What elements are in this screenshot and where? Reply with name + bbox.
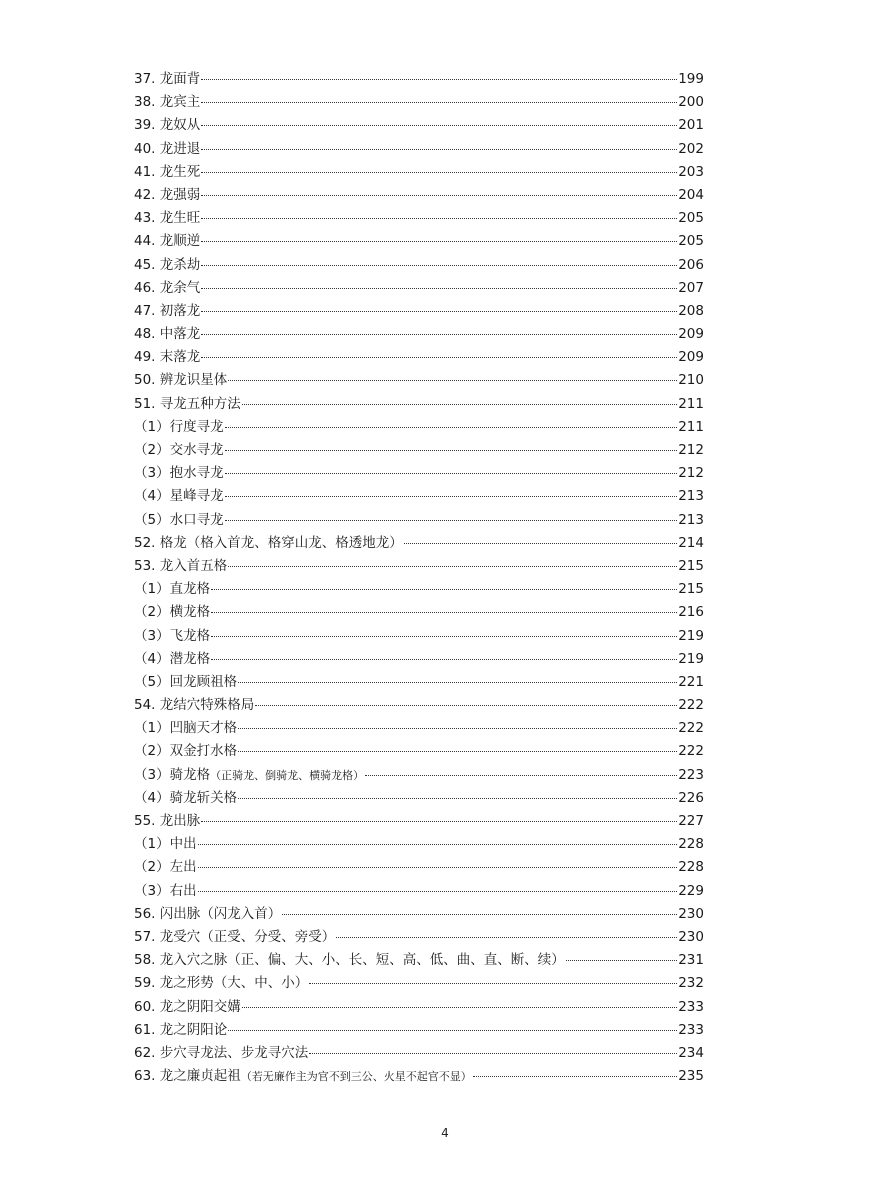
toc-entry-title-text: 51. 寻龙五种方法 — [134, 395, 241, 412]
toc-entry-title — [134, 485, 224, 508]
toc-entry-title-text: 46. 龙余气 — [134, 279, 201, 296]
toc-entry-title — [134, 972, 308, 995]
dot-leader — [201, 288, 677, 289]
toc-entry[interactable] — [134, 323, 704, 346]
toc-entry-title-text: 52. 格龙（格入首龙、格穿山龙、格透地龙） — [134, 534, 403, 551]
toc-entry-title — [134, 254, 200, 277]
toc-entry-page: 235 — [678, 1068, 704, 1085]
toc-entry-title — [134, 578, 210, 601]
toc-entry-title — [134, 114, 200, 137]
dot-leader — [225, 496, 678, 497]
toc-entry-page: 204 — [678, 186, 704, 203]
toc-entry-page: 228 — [678, 859, 704, 876]
toc-entry-title-text: 56. 闪出脉（闪龙入首） — [134, 905, 282, 922]
toc-entry[interactable] — [134, 1065, 704, 1088]
toc-entry-title — [134, 764, 364, 787]
toc-entry-title-text: （1）直龙格 — [134, 581, 211, 598]
dot-leader — [309, 1053, 677, 1054]
toc-entry[interactable] — [134, 369, 704, 392]
toc-entry-title-text: 59. 龙之形势（大、中、小） — [134, 975, 309, 992]
dot-leader — [238, 751, 677, 752]
page-number: 4 — [441, 1126, 449, 1140]
dot-leader — [225, 473, 678, 474]
dot-leader — [201, 334, 677, 335]
toc-entry-title-text: （2）交水寻龙 — [134, 442, 224, 458]
toc-entry-title-text: 53. 龙入首五格 — [134, 557, 228, 574]
toc-entry-title-text: （4）骑龙斩关格 — [134, 789, 238, 806]
toc-entry-title-text: 61. 龙之阴阳论 — [134, 1021, 228, 1038]
toc-entry-page: 200 — [678, 94, 704, 111]
toc-entry[interactable] — [134, 184, 704, 207]
toc-entry-page: 219 — [678, 627, 704, 644]
toc-entry-title — [134, 393, 241, 416]
toc-entry[interactable] — [134, 996, 704, 1019]
table-of-contents — [134, 68, 704, 1088]
toc-entry-title — [134, 300, 200, 323]
toc-entry-page: 221 — [678, 673, 704, 690]
toc-entry-title — [134, 856, 197, 879]
toc-entry-page: 209 — [678, 326, 704, 343]
toc-entry-title-text: （2）横龙格 — [134, 604, 211, 621]
dot-leader — [566, 960, 677, 961]
toc-entry-title — [134, 810, 200, 833]
toc-entry-title-text: 55. 龙出脉 — [134, 813, 201, 829]
toc-entry[interactable] — [134, 300, 704, 323]
dot-leader — [228, 566, 677, 567]
dot-leader — [238, 728, 677, 729]
toc-entry-page: 214 — [678, 534, 704, 551]
toc-entry-title-text: 37. 龙面背 — [134, 71, 201, 87]
toc-entry[interactable] — [134, 810, 704, 833]
toc-entry[interactable] — [134, 949, 704, 972]
toc-entry[interactable] — [134, 856, 704, 879]
dot-leader — [242, 404, 677, 405]
toc-entry-subtitle: （若无廉作主为官不到三公、火星不起官不显） — [240, 1070, 472, 1084]
toc-entry[interactable] — [134, 880, 704, 903]
dot-leader — [201, 821, 677, 822]
toc-entry[interactable] — [134, 114, 704, 137]
dot-leader — [198, 867, 678, 868]
toc-entry-page: 211 — [678, 395, 704, 412]
toc-entry-title-text: （1）行度寻龙 — [134, 418, 224, 435]
toc-entry-title — [134, 230, 200, 253]
toc-entry-title-text: 49. 末落龙 — [134, 349, 201, 366]
toc-entry-page: 234 — [678, 1044, 704, 1061]
dot-leader — [225, 427, 678, 428]
toc-entry-title-text: 39. 龙奴从 — [134, 117, 201, 134]
dot-leader — [201, 357, 677, 358]
toc-entry-page: 229 — [678, 882, 704, 899]
toc-entry[interactable] — [134, 671, 704, 694]
toc-entry-page: 207 — [678, 279, 704, 296]
toc-entry-title-text: （3）右出 — [134, 882, 197, 899]
toc-entry-title — [134, 926, 335, 949]
toc-entry-title-text: （3）抱水寻龙 — [134, 465, 224, 482]
toc-entry-page: 212 — [678, 442, 704, 458]
toc-entry-title-text: 63. 龙之廉贞起祖 — [134, 1068, 241, 1085]
toc-entry-title-text: 58. 龙入穴之脉（正、偏、大、小、长、短、高、低、曲、直、断、续） — [134, 952, 565, 969]
toc-entry-title-text: （1）中出 — [134, 836, 197, 853]
dot-leader — [211, 659, 677, 660]
toc-entry-title — [134, 1042, 308, 1065]
toc-entry-title-text: （5）水口寻龙 — [134, 511, 224, 528]
toc-entry[interactable] — [134, 138, 704, 161]
toc-entry[interactable] — [134, 833, 704, 856]
toc-entry-title — [134, 903, 281, 926]
toc-entry-page: 231 — [678, 952, 704, 969]
toc-entry-title — [134, 532, 403, 555]
dot-leader — [201, 241, 677, 242]
toc-entry-title-text: （2）双金打水格 — [134, 743, 238, 760]
toc-entry-page: 230 — [678, 928, 704, 945]
toc-entry-title — [134, 648, 210, 671]
toc-entry[interactable] — [134, 509, 704, 532]
toc-entry-title — [134, 416, 224, 439]
dot-leader — [211, 589, 677, 590]
toc-entry-page: 199 — [678, 71, 704, 87]
toc-entry-title — [134, 91, 200, 114]
dot-leader — [198, 844, 678, 845]
toc-entry-page: 202 — [678, 140, 704, 157]
dot-leader — [255, 705, 677, 706]
toc-entry[interactable] — [134, 1042, 704, 1065]
toc-entry-title — [134, 68, 200, 91]
toc-entry-page: 230 — [678, 905, 704, 922]
dot-leader — [201, 265, 677, 266]
toc-entry-title — [134, 1019, 227, 1042]
toc-entry-title-text: （2）左出 — [134, 859, 197, 876]
toc-entry-page: 215 — [678, 557, 704, 574]
toc-entry-page: 205 — [678, 233, 704, 250]
toc-entry[interactable] — [134, 277, 704, 300]
toc-entry-page: 201 — [678, 117, 704, 134]
dot-leader — [198, 891, 678, 892]
toc-entry-title — [134, 207, 200, 230]
toc-entry[interactable] — [134, 207, 704, 230]
toc-entry[interactable] — [134, 254, 704, 277]
toc-entry-page: 203 — [678, 163, 704, 180]
toc-entry-title-text: （3）飞龙格 — [134, 627, 211, 644]
dot-leader — [404, 543, 677, 544]
toc-entry-subtitle: （正骑龙、倒骑龙、横骑龙格） — [210, 768, 365, 782]
toc-entry-page: 219 — [678, 650, 704, 667]
dot-leader — [238, 682, 677, 683]
toc-entry-page: 213 — [678, 511, 704, 528]
toc-entry[interactable] — [134, 601, 704, 624]
toc-entry-page: 232 — [678, 975, 704, 992]
toc-entry-title — [134, 996, 241, 1019]
toc-entry-title-text: 42. 龙强弱 — [134, 186, 201, 203]
toc-entry-title — [134, 880, 197, 903]
toc-entry-page: 215 — [678, 581, 704, 598]
dot-leader — [238, 798, 677, 799]
toc-entry[interactable] — [134, 439, 704, 462]
dot-leader — [201, 218, 677, 219]
toc-entry-title-text: 43. 龙生旺 — [134, 210, 201, 227]
toc-entry[interactable] — [134, 903, 704, 926]
toc-entry-title — [134, 369, 227, 392]
toc-entry-page: 208 — [678, 302, 704, 319]
toc-entry-page: 209 — [678, 349, 704, 366]
toc-entry-title — [134, 949, 565, 972]
toc-entry-title-text: 44. 龙顺逆 — [134, 233, 201, 250]
toc-entry-title-text: 47. 初落龙 — [134, 302, 201, 319]
toc-entry[interactable] — [134, 787, 704, 810]
toc-entry-title — [134, 833, 197, 856]
toc-entry-title — [134, 601, 210, 624]
toc-entry-title — [134, 439, 224, 462]
toc-entry-title — [134, 277, 200, 300]
dot-leader — [201, 102, 677, 103]
toc-entry[interactable] — [134, 740, 704, 763]
toc-list — [134, 68, 704, 1088]
dot-leader — [201, 149, 677, 150]
toc-entry-title-text: 50. 辨龙识星体 — [134, 372, 228, 389]
dot-leader — [225, 520, 678, 521]
toc-entry[interactable] — [134, 230, 704, 253]
toc-entry-title-text: （4）星峰寻龙 — [134, 488, 224, 505]
toc-entry-page: 205 — [678, 210, 704, 227]
toc-entry[interactable] — [134, 393, 704, 416]
toc-entry-title-text: （4）潜龙格 — [134, 650, 211, 667]
toc-entry-title — [134, 184, 200, 207]
dot-leader — [242, 1007, 677, 1008]
toc-entry-page: 223 — [678, 766, 704, 783]
toc-entry[interactable] — [134, 485, 704, 508]
toc-entry-page: 212 — [678, 465, 704, 482]
toc-entry-title — [134, 462, 224, 485]
toc-entry-title-text: 41. 龙生死 — [134, 163, 201, 180]
dot-leader — [201, 79, 677, 80]
toc-entry-page: 216 — [678, 604, 704, 621]
toc-entry-title — [134, 787, 237, 810]
toc-entry[interactable] — [134, 717, 704, 740]
dot-leader — [336, 937, 677, 938]
dot-leader — [473, 1076, 677, 1077]
toc-entry[interactable] — [134, 555, 704, 578]
dot-leader — [225, 450, 678, 451]
dot-leader — [309, 983, 677, 984]
toc-entry[interactable] — [134, 648, 704, 671]
toc-entry-page: 233 — [678, 998, 704, 1015]
toc-entry[interactable] — [134, 462, 704, 485]
toc-entry[interactable] — [134, 625, 704, 648]
toc-entry-title-text: （5）回龙顾祖格 — [134, 673, 238, 690]
dot-leader — [228, 380, 677, 381]
toc-entry[interactable] — [134, 764, 704, 787]
toc-entry[interactable] — [134, 532, 704, 555]
toc-entry-page: 210 — [678, 372, 704, 389]
toc-entry[interactable] — [134, 161, 704, 184]
toc-entry-title-text: （3）骑龙格 — [134, 766, 211, 783]
toc-entry[interactable] — [134, 416, 704, 439]
toc-entry[interactable] — [134, 578, 704, 601]
toc-entry-title-text: 45. 龙杀劫 — [134, 256, 201, 273]
dot-leader — [201, 172, 677, 173]
toc-entry-page: 222 — [678, 697, 704, 714]
toc-entry-page: 233 — [678, 1021, 704, 1038]
toc-entry-title-text: 57. 龙受穴（正受、分受、旁受） — [134, 928, 336, 945]
toc-entry-page: 206 — [678, 256, 704, 273]
toc-entry[interactable] — [134, 926, 704, 949]
toc-entry-title-text: 48. 中落龙 — [134, 326, 201, 343]
toc-entry-title — [134, 138, 200, 161]
dot-leader — [211, 612, 677, 613]
toc-entry[interactable] — [134, 68, 704, 91]
toc-entry-title — [134, 717, 237, 740]
toc-entry-page: 222 — [678, 743, 704, 760]
toc-entry[interactable] — [134, 91, 704, 114]
dot-leader — [201, 125, 677, 126]
dot-leader — [211, 636, 677, 637]
toc-entry-title-text: 38. 龙宾主 — [134, 94, 201, 111]
toc-entry-page: 222 — [678, 720, 704, 737]
toc-entry-title — [134, 346, 200, 369]
toc-entry-title — [134, 323, 200, 346]
toc-entry[interactable] — [134, 972, 704, 995]
dot-leader — [201, 311, 677, 312]
toc-entry-page: 213 — [678, 488, 704, 505]
toc-entry-title-text: （1）凹脑天才格 — [134, 720, 238, 737]
toc-entry-title — [134, 625, 210, 648]
toc-entry-title — [134, 161, 200, 184]
toc-entry-page: 211 — [678, 418, 704, 435]
dot-leader — [201, 195, 677, 196]
toc-entry[interactable] — [134, 1019, 704, 1042]
toc-entry[interactable] — [134, 346, 704, 369]
dot-leader — [282, 914, 677, 915]
toc-entry-page: 226 — [678, 789, 704, 806]
dot-leader — [365, 775, 677, 776]
toc-entry[interactable] — [134, 694, 704, 717]
toc-entry-title — [134, 1065, 472, 1088]
toc-entry-title-text: 60. 龙之阴阳交媾 — [134, 998, 241, 1015]
toc-entry-title — [134, 740, 237, 763]
toc-entry-page: 228 — [678, 836, 704, 853]
toc-entry-title-text: 40. 龙进退 — [134, 140, 201, 157]
toc-entry-title — [134, 671, 237, 694]
toc-entry-title — [134, 509, 224, 532]
toc-entry-title — [134, 555, 227, 578]
toc-entry-title-text: 54. 龙结穴特殊格局 — [134, 697, 255, 714]
toc-entry-title — [134, 694, 254, 717]
toc-entry-title-text: 62. 步穴寻龙法、步龙寻穴法 — [134, 1044, 309, 1061]
dot-leader — [228, 1030, 677, 1031]
toc-entry-page: 227 — [678, 813, 704, 829]
